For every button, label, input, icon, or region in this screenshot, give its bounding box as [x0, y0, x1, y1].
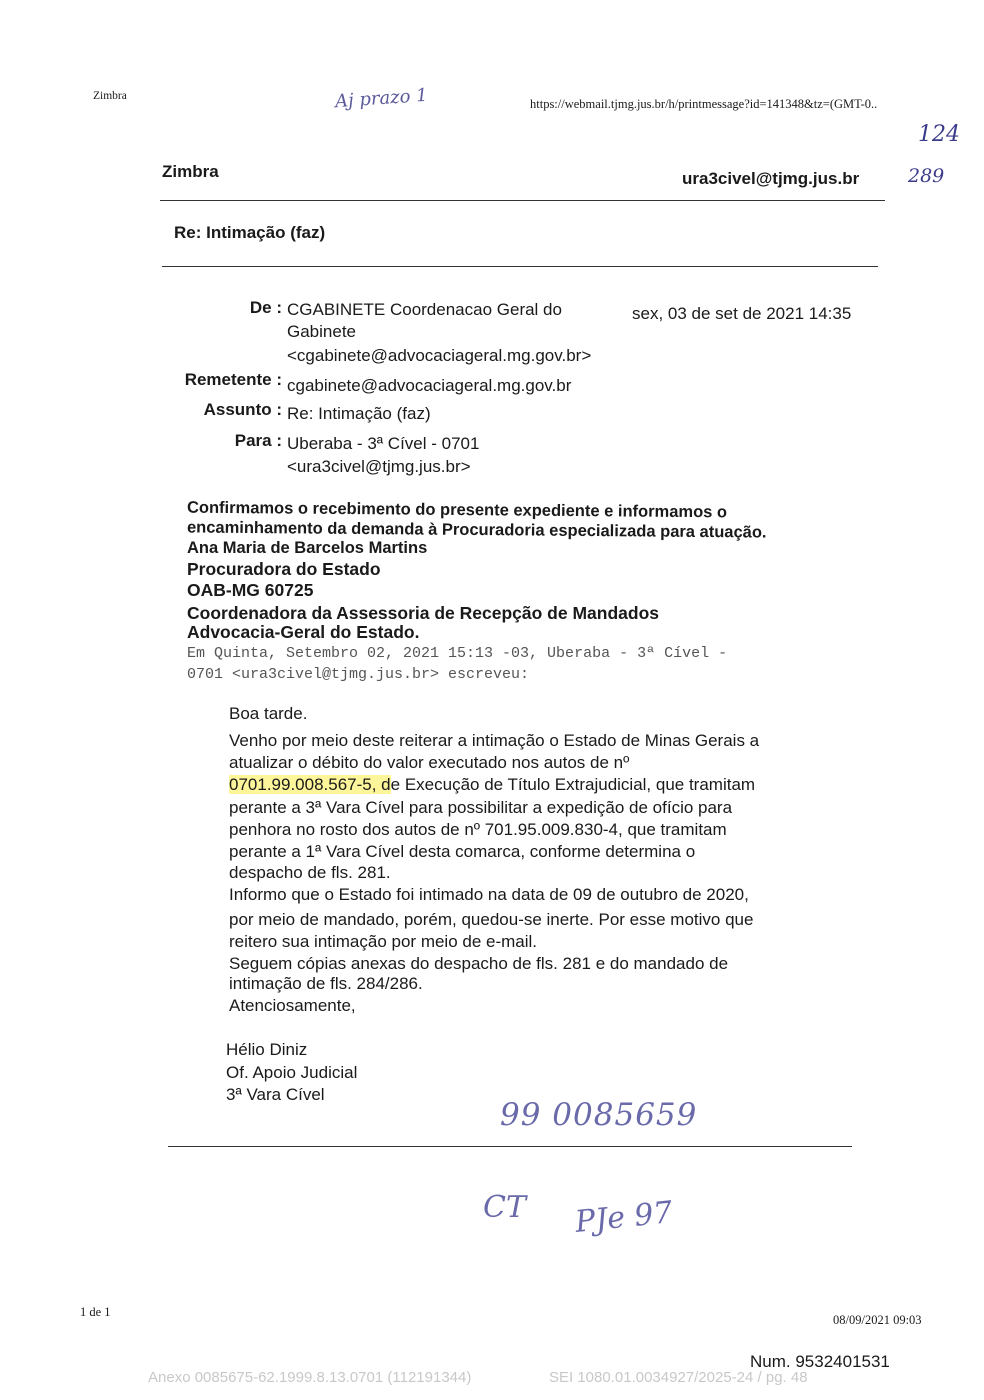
- account-email: ura3civel@tjmg.jus.br: [682, 169, 860, 188]
- original-signature-role: Of. Apoio Judicial: [226, 1063, 358, 1082]
- print-url: https://webmail.tjmg.jus.br/h/printmessage?id=141348&tz=(GMT-0..: [530, 97, 878, 111]
- reply-signature-title: Procuradora do Estado: [187, 559, 381, 579]
- handwritten-page-number-bottom: 289: [908, 165, 945, 187]
- sender-label: Remetente :: [184, 370, 282, 389]
- original-line5: penhora no rosto dos autos de nº 701.95.009.830-4, que tramitam: [229, 820, 727, 839]
- original-signature-unit: 3ª Vara Cível: [226, 1085, 325, 1104]
- header-divider: [160, 200, 885, 201]
- reply-line1: Confirmamos o recebimento do presente expediente e informamos o: [186, 498, 728, 522]
- app-title: Zimbra: [162, 162, 219, 181]
- handwritten-note-pje: PJe 97: [573, 1194, 675, 1241]
- message-date: sex, 03 de set de 2021 14:35: [632, 304, 852, 323]
- subject-value: Re: Intimação (faz): [287, 404, 431, 423]
- original-line4: perante a 3ª Vara Cível para possibilitar a expedição de ofício para: [229, 798, 733, 817]
- from-name-line1: CGABINETE Coordenacao Geral do: [287, 300, 562, 319]
- sei-reference: SEI 1080.01.0034927/2025-24 / pg. 48: [549, 1369, 808, 1386]
- to-line1: Uberaba - 3ª Cível - 0701: [287, 434, 480, 453]
- reply-signature-role: Coordenadora da Assessoria de Recepção de Mandados: [187, 603, 659, 623]
- original-greeting: Boa tarde.: [229, 704, 308, 723]
- handwritten-note-prazo: Aj prazo 1: [334, 84, 429, 113]
- to-label: Para :: [234, 431, 282, 450]
- quote-header-line2: 0701 <ura3civel@tjmg.jus.br> escreveu:: [187, 666, 530, 683]
- annex-reference: Anexo 0085675-62.1999.8.13.0701 (112191344): [148, 1369, 472, 1386]
- original-line9: por meio de mandado, porém, quedou-se inerte. Por esse motivo que: [229, 910, 754, 929]
- subject-divider: [162, 266, 878, 267]
- quote-header-line1: Em Quinta, Setembro 02, 2021 15:13 -03, Uberaba - 3ª Cível -: [187, 645, 728, 662]
- reply-signature-org: Advocacia-Geral do Estado.: [187, 622, 420, 642]
- original-line11: Seguem cópias anexas do despacho de fls. 281 e do mandado de: [229, 954, 729, 973]
- handwritten-number: 99 0085659: [500, 1097, 698, 1133]
- original-line1: Venho por meio deste reiterar a intimação o Estado de Minas Gerais a: [229, 731, 760, 750]
- from-label: De :: [249, 298, 282, 317]
- document-number: Num. 9532401531: [750, 1352, 890, 1371]
- original-line8: Informo que o Estado foi intimado na data de 09 de outubro de 2020,: [229, 885, 749, 904]
- page-count: 1 de 1: [80, 1305, 111, 1319]
- highlighted-case-number: 0701.99.008.567-5, d: [229, 775, 391, 794]
- original-closing: Atenciosamente,: [229, 996, 356, 1015]
- original-line12: intimação de fls. 284/286.: [229, 974, 423, 993]
- reply-signature-oab: OAB-MG 60725: [187, 580, 314, 600]
- reply-signature-name: Ana Maria de Barcelos Martins: [187, 539, 428, 557]
- original-line3: 0701.99.008.567-5, de Execução de Título Extrajudicial, que tramitam: [229, 775, 756, 794]
- original-line6: perante a 1ª Vara Cível desta comarca, conforme determina o: [229, 842, 696, 861]
- printed-timestamp: 08/09/2021 09:03: [833, 1313, 922, 1327]
- reply-line2: encaminhamento da demanda à Procuradoria especializada para atuação.: [186, 518, 767, 542]
- footer-divider: [168, 1146, 852, 1147]
- original-line7: despacho de fls. 281.: [229, 863, 391, 882]
- from-name-line2: Gabinete: [287, 322, 356, 341]
- subject-title: Re: Intimação (faz): [174, 223, 326, 242]
- subject-label: Assunto :: [203, 400, 282, 419]
- handwritten-note-ct: CT: [483, 1190, 526, 1225]
- handwritten-page-number-top: 124: [918, 122, 960, 147]
- to-line2: <ura3civel@tjmg.jus.br>: [287, 457, 471, 476]
- sender-email: cgabinete@advocaciageral.mg.gov.br: [287, 376, 572, 395]
- print-brand: Zimbra: [93, 90, 127, 102]
- from-email: <cgabinete@advocaciageral.mg.gov.br>: [287, 346, 592, 365]
- original-signature-name: Hélio Diniz: [226, 1040, 308, 1059]
- original-line10: reitero sua intimação por meio de e-mail.: [229, 932, 538, 951]
- original-line2: atualizar o débito do valor executado nos autos de nº: [229, 753, 630, 772]
